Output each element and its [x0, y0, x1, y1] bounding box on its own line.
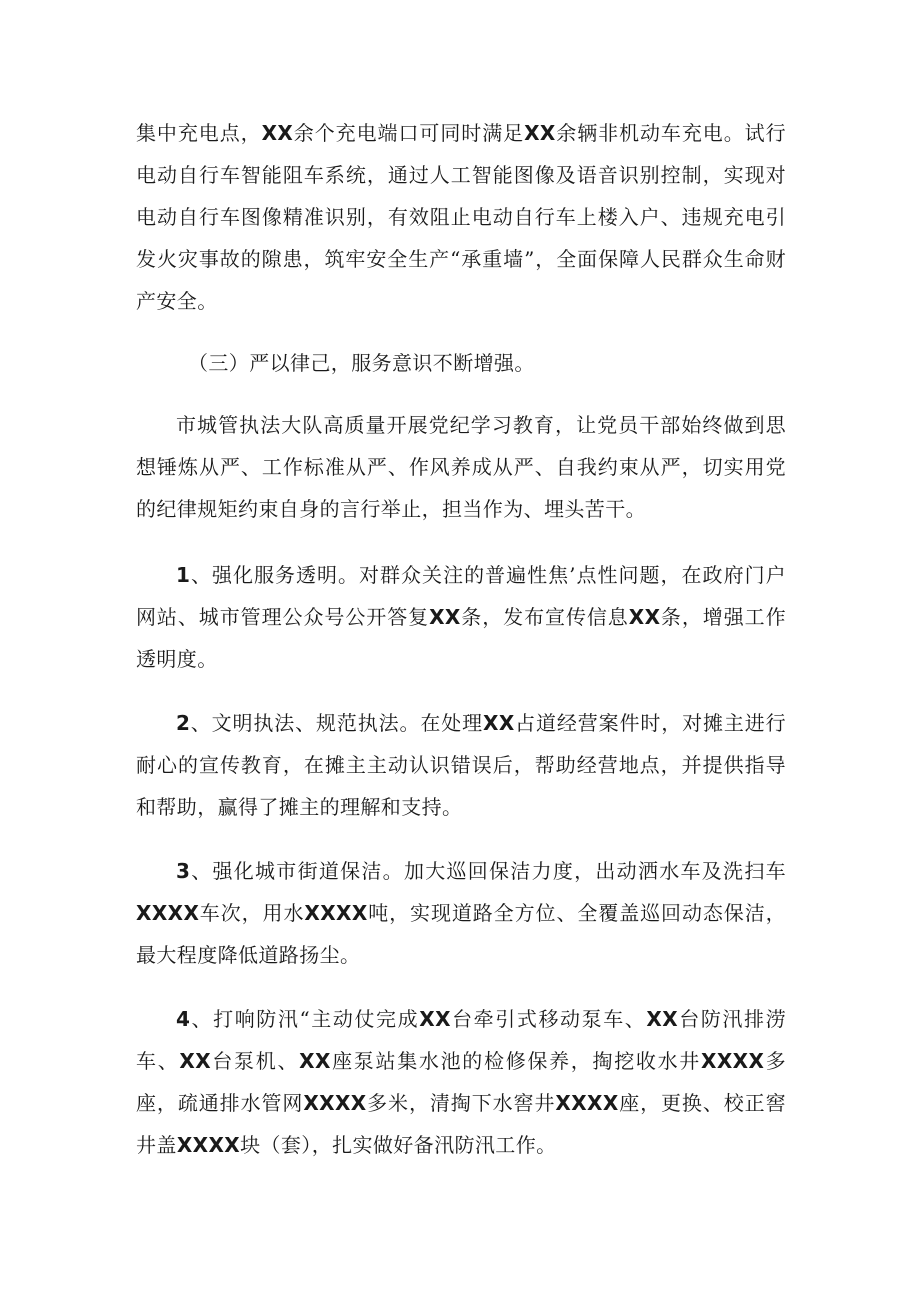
bold-run: XX: [483, 711, 515, 735]
text-run: 多米，清掏下水窖井: [366, 1091, 556, 1115]
text-run: 余个充电端口可同时满足: [293, 121, 525, 145]
text-run: 车次，用水: [199, 901, 305, 925]
bold-run: XX: [628, 605, 661, 629]
bold-run: 3: [176, 859, 191, 883]
paragraph-charging-points: [136, 112, 786, 322]
bold-run: XX: [261, 121, 294, 145]
text-run: （三）严以律己，服务意识不断增强。: [188, 351, 535, 375]
paragraph-discipline-education: [136, 404, 786, 530]
text-run: 台防汛排涝车、: [136, 1007, 787, 1073]
text-run: 占道经营案件时，对摊主进行耐心的宣传教育，在摊主主动认识错误后，帮助经营地点，并提供指导和帮助，赢得了摊主的理解和支持。: [136, 711, 786, 819]
bold-run: XXXX: [701, 1049, 765, 1073]
bold-run: XXXX: [555, 1091, 619, 1115]
bold-run: XXXX: [303, 1091, 367, 1115]
section-heading-3: [136, 342, 786, 384]
text-run: 台牵引式移动泵车、: [450, 1007, 647, 1031]
bold-run: 1: [176, 563, 191, 587]
text-run: 座泵站集水池的检修保养，掏挖收水井: [330, 1049, 701, 1073]
list-item-3-street-cleaning: [136, 850, 786, 976]
text-run: 、打响防汛“主动仗完成: [190, 1007, 420, 1031]
text-run: 、强化服务透明。对群众关注的普遍性焦’点性问题，在政府门户网站、城市管理公众号公开答复: [136, 563, 786, 629]
bold-run: XX: [524, 121, 556, 145]
bold-run: XX: [299, 1049, 331, 1073]
text-run: 条，增强工作透明度。: [136, 605, 786, 671]
list-item-2-civil-enforcement: [136, 702, 786, 828]
text-run: 、文明执法、规范执法。在处理: [190, 711, 484, 735]
text-run: 台泵机、: [211, 1049, 300, 1073]
bold-run: 4: [176, 1007, 191, 1031]
text-run: 吨，实现道路全方位、全覆盖巡回动态保洁，最大程度降低道路扬尘。: [136, 901, 787, 967]
list-item-4-flood-prevention: [136, 998, 786, 1166]
text-run: 余辆非机动车充电。试行电动自行车智能阻车系统，通过人工智能图像及语音识别控制，实现对电动自行车图像精准识别，有效阻止电动自行车上楼入户、违规充电引发火灾事故的隙患，筑牢安全生产“承重墙”，全面保障人民群众生命财产安全。: [136, 121, 786, 313]
text-run: 条，发布宣传信息: [460, 605, 629, 629]
bold-run: XXXX: [136, 901, 200, 925]
list-item-1-service-transparency: [136, 554, 786, 680]
bold-run: XX: [429, 605, 461, 629]
bold-run: XXXX: [176, 1133, 241, 1157]
bold-run: XX: [179, 1049, 212, 1073]
document-body: [136, 112, 786, 1188]
bold-run: XX: [419, 1007, 451, 1031]
text-run: 座，更换、校正窖井盖: [136, 1091, 787, 1157]
text-run: 、强化城市街道保洁。加大巡回保洁力度，出动洒水车及洗扫车: [190, 859, 786, 883]
text-run: 多座，疏通排水管网: [136, 1049, 786, 1115]
bold-run: XXXX: [304, 901, 368, 925]
text-run: 块（套），扎实做好备汛防汛工作。: [240, 1133, 557, 1157]
bold-run: 2: [176, 711, 191, 735]
text-run: 集中充电点，: [136, 121, 262, 145]
bold-run: XX: [646, 1007, 679, 1031]
text-run: 市城管执法大队高质量开展党纪学习教育，让党员干部始终做到思想锤炼从严、工作标准从严、作风养成从严、自我约束从严，切实用党的纪律规矩约束自身的言行举止，担当作为、埋头苦干。: [136, 413, 786, 521]
